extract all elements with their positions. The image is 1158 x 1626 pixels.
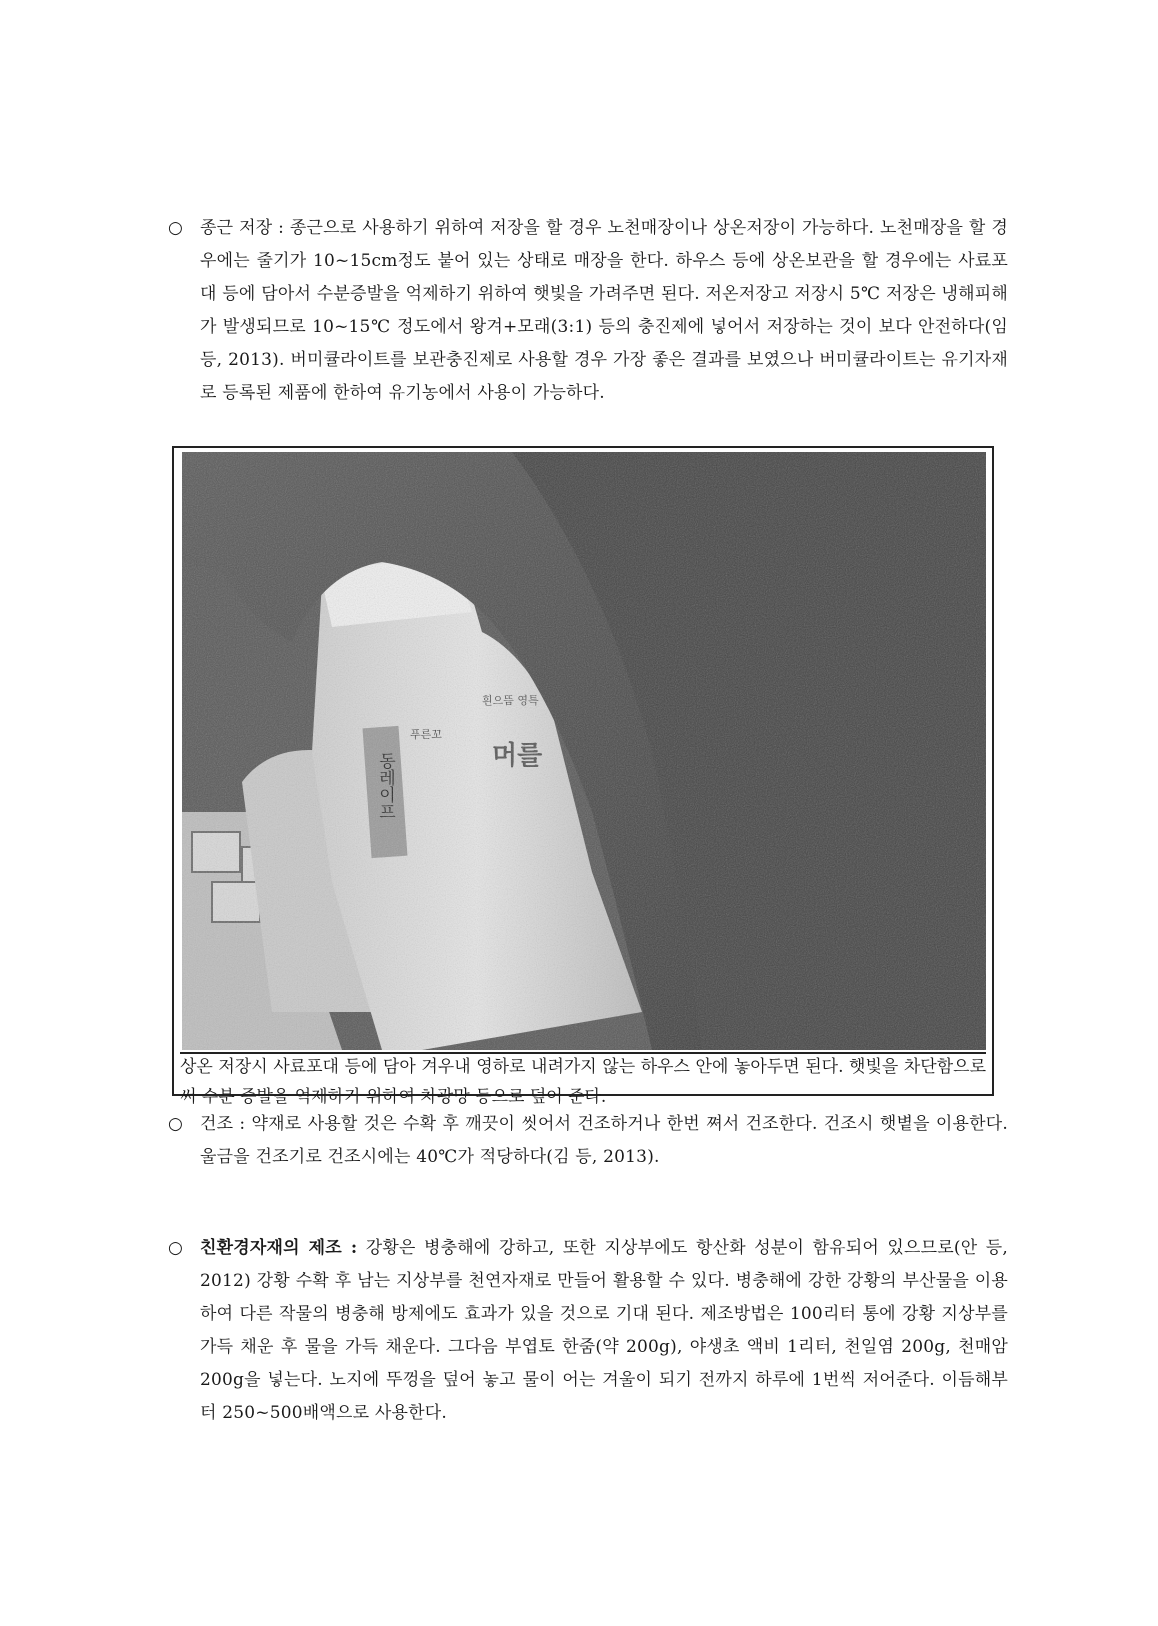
figure-box (172, 446, 994, 1107)
storage-photo (182, 452, 986, 1050)
eco-material-paragraph (168, 1232, 1008, 1430)
caption-divider (180, 1052, 986, 1054)
drying-paragraph (168, 1108, 1008, 1174)
storage-paragraph (168, 212, 1008, 410)
bullet-icon: ○ (168, 1238, 184, 1258)
eco-material-body (200, 1232, 1008, 1430)
eco-material-heading: 친환경자재의 제조 : (200, 1238, 358, 1258)
caption-text: 상온 저장시 사료포대 등에 담아 겨우내 영하로 내려가지 않는 하우스 안에 놓아두면 된다. 햇빛을 차단함으로써 수분 증발을 억제하기 위하여 차광망 등으로 덮어 준다. (180, 1057, 986, 1107)
storage-text: 종근 저장 : 종근으로 사용하기 위하여 저장을 할 경우 노천매장이나 상온저장이 가능하다. 노천매장을 할 경우에는 줄기가 10~15cm정도 붙어 있는 상태로 매장을 한다. 하우스 등에 상온보관을 할 경우에는 사료포대 등에 담아서 수분증발을 억제하기 위하여 햇빛을 가려주면 된다. 저온저장고 저장시 5℃ 저장은 냉해피해가 발생되므로 10~15℃ 정도에서 왕겨+모래(3:1) 등의 충진제에 넣어서 저장하는 것이 보다 안전하다(임 등, 2013). 버미큘라이트를 보관충진제로 사용할 경우 가장 좋은 결과를 보였으나 버미큘라이트는 유기자재로 등록된 제품에 한하여 유기농에서 사용이 가능하다. (200, 218, 1008, 403)
bullet-icon: ○ (168, 218, 184, 238)
eco-material-text: 강황은 병충해에 강하고, 또한 지상부에도 항산화 성분이 함유되어 있으므로(안 등, 2012) 강황 수확 후 남는 지상부를 천연자재로 만들어 활용할 수 있다. 병충해에 강한 강황의 부산물을 이용하여 다른 작물의 병충해 방제에도 효과가 있을 것으로 기대 된다. 제조방법은 100리터 통에 강황 지상부를 가득 채운 후 물을 가득 채운다. 그다음 부엽토 한줌(약 200g), 야생초 액비 1리터, 천일염 200g, 천매암 200g을 넣는다. 노지에 뚜껑을 덮어 놓고 물이 어는 겨울이 되기 전까지 하루에 1번씩 저어준다. 이듬해부터 250~500배액으로 사용한다. (200, 1238, 1008, 1423)
bullet-icon: ○ (168, 1114, 184, 1134)
drying-text: 건조 : 약재로 사용할 것은 수확 후 깨끗이 씻어서 건조하거나 한번 쪄서 건조한다. 건조시 햇볕을 이용한다. 울금을 건조기로 건조시에는 40℃가 적당하다(김 등, 2013). (200, 1114, 1008, 1167)
figure-caption (180, 1052, 986, 1112)
